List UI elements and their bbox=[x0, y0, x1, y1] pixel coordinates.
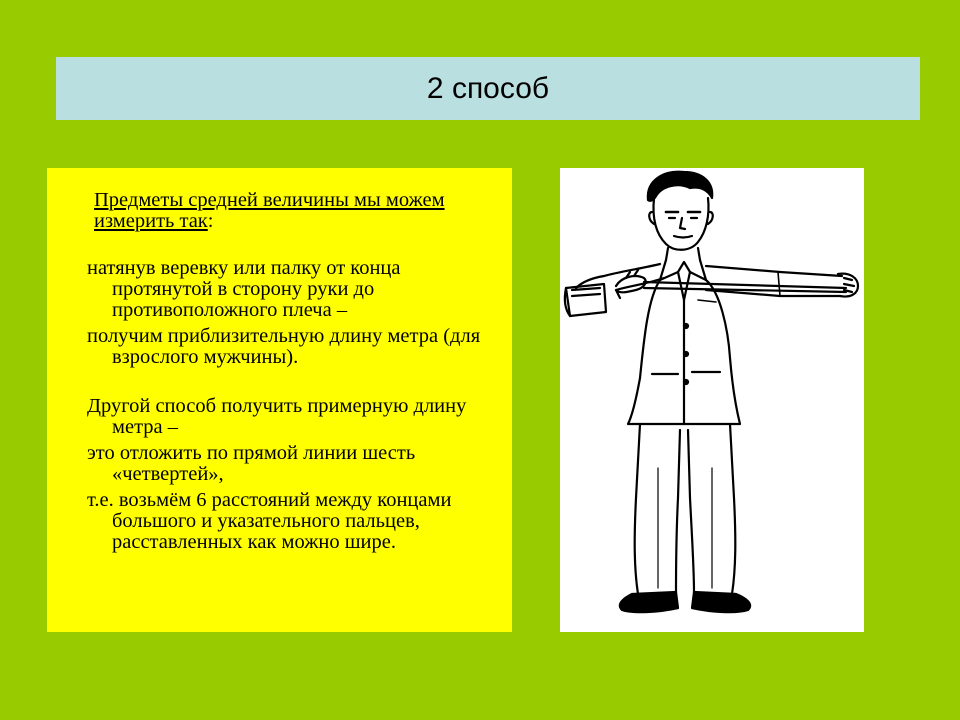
intro-underlined-text: Предметы средней величины мы можем измерить так bbox=[94, 189, 445, 232]
illustration-panel bbox=[560, 168, 864, 632]
result-paragraph: получим приблизительную длину метра (для взрослого мужчины). bbox=[87, 325, 481, 368]
method-paragraph: натянув веревку или палку от конца протянутой в сторону руки до противоположного плеча – bbox=[87, 257, 401, 321]
slide-title-text: 2 способ bbox=[426, 71, 550, 105]
slide-title bbox=[56, 57, 920, 120]
explanation-paragraph: т.е. возьмём 6 расстояний между концами большого и указательного пальцев, расставленных как можно шире. bbox=[87, 489, 452, 553]
alternative-paragraph: Другой способ получить примерную длину метра – bbox=[87, 395, 467, 438]
quarters-paragraph: это отложить по прямой линии шесть «четвертей», bbox=[87, 442, 416, 485]
intro-colon: : bbox=[207, 210, 214, 232]
man-measuring-rope-illustration bbox=[560, 168, 864, 632]
text-panel bbox=[47, 168, 512, 632]
intro-paragraph bbox=[87, 190, 492, 232]
